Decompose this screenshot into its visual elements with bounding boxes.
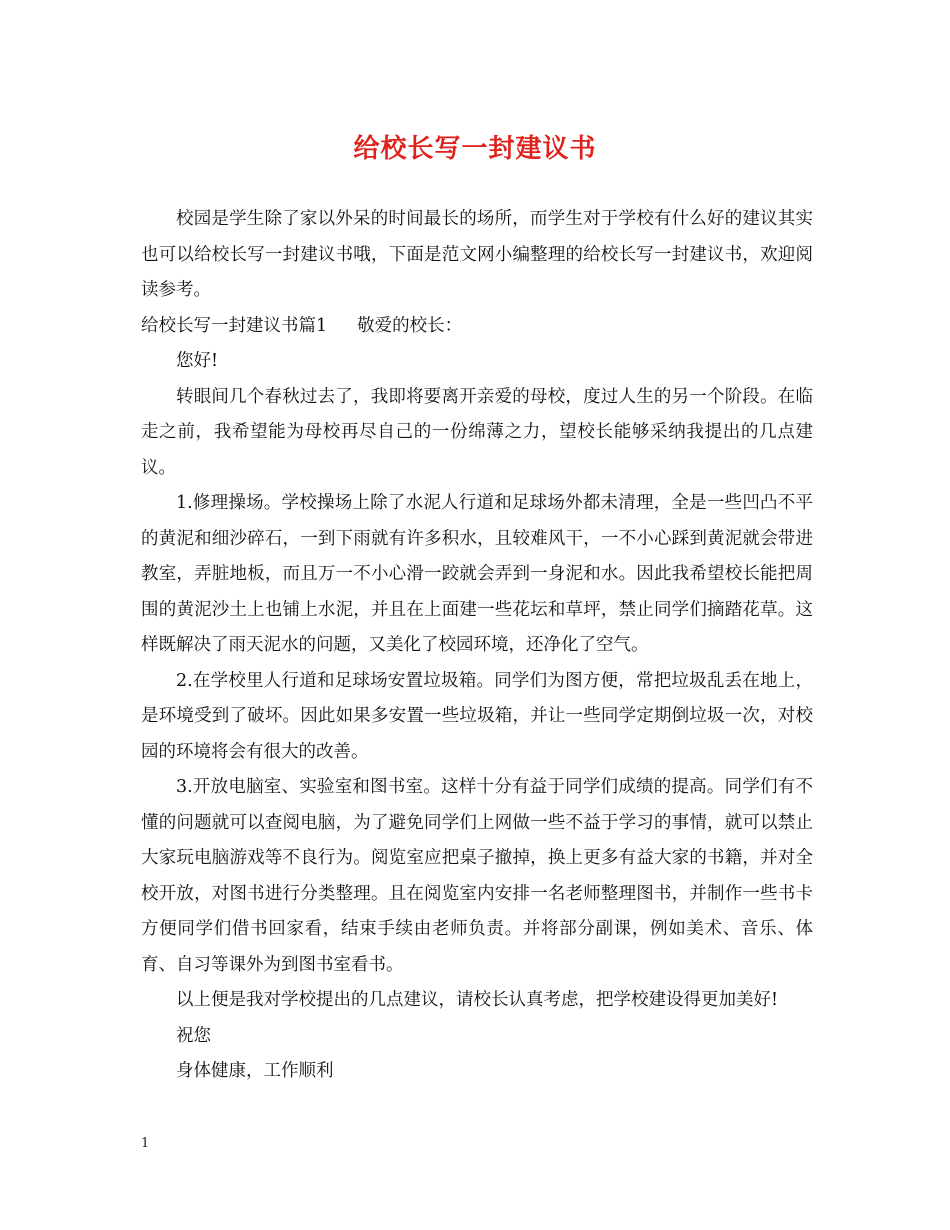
closing-line-2: 身体健康，工作顺利 [176,1061,334,1081]
document-title: 给校长写一封建议书 [353,134,597,164]
chapter-heading-line [141,309,813,345]
suggestion-paragraph-2: 2.在学校里人行道和足球场安置垃圾箱。同学们为图方便，常把垃圾乱丢在地上，是环境受到了破坏。因此如果多安置一些垃圾箱，并让一些同学定期倒垃圾一次，对校园的环境将会有很大的改善。 [141,670,813,762]
suggestion-paragraph-3: 3.开放电脑室、实验室和图书室。这样十分有益于同学们成绩的提高。同学们有不懂的问题就可以查阅电脑，为了避免同学们上网做一些不益于学习的事情，就可以禁止大家玩电脑游戏等不良行为。阅览室应把桌子撤掉，换上更多有益大家的书籍，并对全校开放，对图书进行分类整理。且在阅览室内安排一名老师整理图书，并制作一些书卡方便同学们借书回家看，结束手续由老师负责。并将部分副课，例如美术、音乐、体育、自习等课外为到图书室看书。 [141,777,813,975]
intro-paragraph: 校园是学生除了家以外呆的时间最长的场所，而学生对于学校有什么好的建议其实也可以给校长写一封建议书哦，下面是范文网小编整理的给校长写一封建议书，欢迎阅读参考。 [141,209,813,300]
closing-line-1: 祝您 [176,1025,211,1046]
body-paragraph: 转眼间几个春秋过去了，我即将要离开亲爱的母校，度过人生的另一个阶段。在临走之前，我希望能为母校再尽自己的一份绵薄之力，望校长能够采纳我提出的几点建议。 [141,386,813,478]
greeting: 您好! [176,351,219,371]
page-number: 1 [141,1136,150,1151]
chapter-heading: 给校长写一封建议书篇1 [141,315,328,336]
conclusion-paragraph: 以上便是我对学校提出的几点建议，请校长认真考虑，把学校建设得更加美好! [176,990,779,1010]
salutation: 敬爱的校长： [357,315,463,336]
document-body [141,202,813,1090]
suggestion-paragraph-1: 1.修理操场。学校操场上除了水泥人行道和足球场外都未清理，全是一些凹凸不平的黄泥和细沙碎石，一到下雨就有许多积水，且较难风干，一不小心踩到黄泥就会带进教室，弄脏地板，而且万一不小心滑一跤就会弄到一身泥和水。因此我希望校长能把周围的黄泥沙土上也铺上水泥，并且在上面建一些花坛和草坪，禁止同学们摘踏花草。这样既解决了雨天泥水的问题，又美化了校园环境，还净化了空气。 [141,493,813,655]
